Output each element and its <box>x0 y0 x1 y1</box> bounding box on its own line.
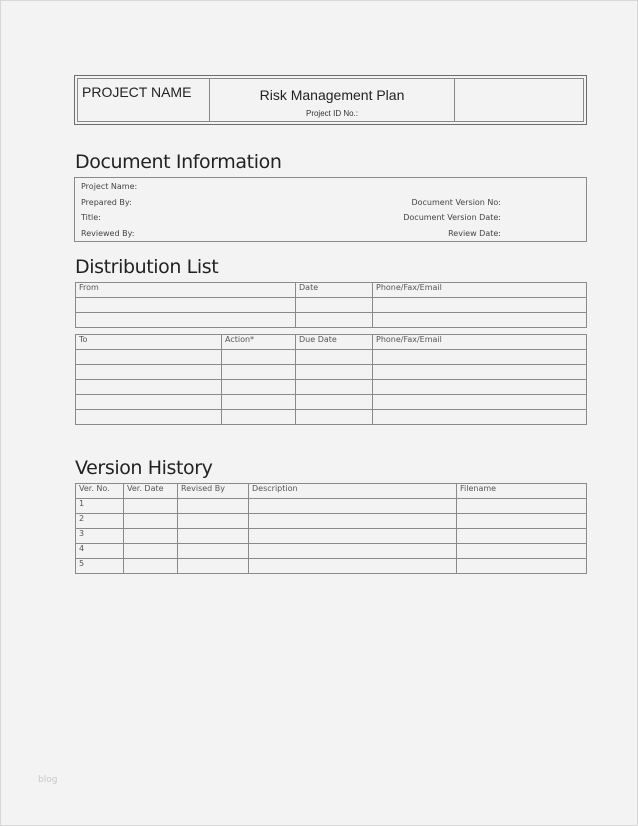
column-header-to: To <box>76 335 222 350</box>
ver-no-cell: 4 <box>76 544 124 559</box>
column-header-ver-date: Ver. Date <box>124 484 178 499</box>
table-row <box>76 544 587 559</box>
project-name-cell <box>78 79 210 121</box>
table-row <box>76 380 587 395</box>
version-history-table <box>75 483 587 574</box>
table-row <box>76 395 587 410</box>
table-row <box>76 410 587 425</box>
distribution-list-heading: Distribution List <box>75 256 219 278</box>
ver-no-cell: 5 <box>76 559 124 574</box>
column-header-action: Action* <box>222 335 296 350</box>
table-row <box>76 298 587 313</box>
project-header-inner <box>77 78 584 122</box>
column-header-phone-fax-email: Phone/Fax/Email <box>373 283 587 298</box>
table-row <box>76 365 587 380</box>
ver-no-cell: 1 <box>76 499 124 514</box>
distribution-from-table <box>75 282 587 328</box>
project-name-label: PROJECT NAME <box>82 84 192 100</box>
column-header-phone-fax-email: Phone/Fax/Email <box>373 335 587 350</box>
document-version-date-field: Document Version Date: <box>403 213 501 222</box>
column-header-date: Date <box>296 283 373 298</box>
ver-no-cell: 3 <box>76 529 124 544</box>
document-information-heading: Document Information <box>75 151 282 173</box>
prepared-by-field: Prepared By: <box>81 198 132 207</box>
column-header-from: From <box>76 283 296 298</box>
review-date-field: Review Date: <box>448 229 501 238</box>
table-row <box>76 529 587 544</box>
column-header-filename: Filename <box>457 484 587 499</box>
table-row <box>76 350 587 365</box>
table-row <box>76 499 587 514</box>
column-header-description: Description <box>249 484 457 499</box>
reviewed-by-field: Reviewed By: <box>81 229 135 238</box>
table-row <box>76 514 587 529</box>
project-logo-cell <box>455 79 583 121</box>
table-row <box>76 559 587 574</box>
version-history-heading: Version History <box>75 457 213 479</box>
distribution-to-table <box>75 334 587 425</box>
table-header-row <box>76 484 587 499</box>
project-id-label: Project ID No.: <box>305 109 358 118</box>
plan-title: Risk Management Plan <box>259 87 405 103</box>
table-header-row <box>76 283 587 298</box>
title-field: Title: <box>81 213 101 222</box>
ver-no-cell: 2 <box>76 514 124 529</box>
table-row <box>76 313 587 328</box>
document-version-no-field: Document Version No: <box>411 198 501 207</box>
column-header-revised-by: Revised By <box>178 484 249 499</box>
column-header-due-date: Due Date <box>296 335 373 350</box>
table-header-row <box>76 335 587 350</box>
column-header-ver-no: Ver. No. <box>76 484 124 499</box>
watermark-text: blog <box>38 775 58 785</box>
plan-title-cell <box>210 79 455 121</box>
document-information-box <box>74 177 587 242</box>
project-name-field: Project Name: <box>81 182 138 191</box>
project-header-box <box>74 75 587 125</box>
